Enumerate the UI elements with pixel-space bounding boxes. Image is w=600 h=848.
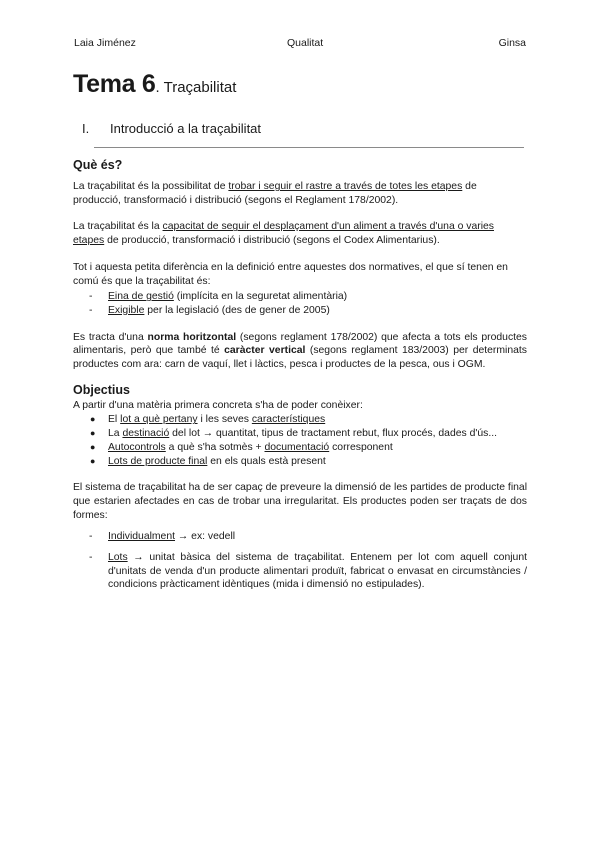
obj-text: corresponent [329,441,393,453]
obj-underline: documentació [264,441,330,453]
header-author: Laia Jiménez [74,37,136,49]
obj-text: El [108,414,121,426]
list-item [73,427,527,441]
bullet-icon: ● [90,428,96,439]
p4-text-c: (segons reglament 178/2002) que afecta a tots els productes alimentaris, però que també té [73,331,528,357]
obj-underline: lot a què pertany [120,414,198,426]
section-number: I. [82,121,90,136]
document-body [73,157,527,592]
paragraph-norma [73,331,527,372]
bullet-icon: ● [90,441,96,452]
header-school: Ginsa [498,37,526,49]
obj-text: en els quals està present [207,455,326,467]
header-subject: Qualitat [287,37,324,49]
obj-underline: característiques [251,414,326,426]
heading-objectius: Objectius [73,382,130,397]
form-text: → unitat bàsica del sistema de traçabilitat. Entenem per lot com aquell conjunt d'unitats de venda d'un producte alimentari produït, fabricat o envasat en circumstàncies / condicions pràcticament idèntiques (mida i dimensió no estipulades). [108,552,527,591]
p2-text-a: La traçabilitat és la [73,221,163,233]
form-underline: Individualment [108,531,176,543]
paragraph-objectius-intro: A partir d'una matèria primera concreta s'ha de poder conèixer: [73,399,363,411]
list-dash: - [89,304,93,316]
list-item [73,413,527,427]
list-item [73,290,527,304]
list-item [73,455,527,469]
bullet-icon: ● [90,414,96,425]
p4-bold-horitzontal: norma horitzontal [147,331,237,343]
obj-text: La [108,428,123,440]
p2-text-b: de producció, transformació i distribució (segons el Codex Alimentarius). [104,235,440,247]
obj-underline: Autocontrols [108,441,166,453]
section-divider [94,147,524,148]
obj-text: del lot → quantitat, tipus de tractament rebut, flux procés, dades d'ús... [169,428,497,440]
p4-text-a: Es tracta d'una [73,331,148,343]
section-label: Introducció a la traçabilitat [110,121,262,136]
dash-list-properties [73,290,527,317]
list-item [73,304,527,318]
paragraph-definition-2 [73,220,527,247]
list-item-text: (implícita en la seguretat alimentària) [173,291,348,303]
obj-text: i les seves [197,414,252,426]
list-item [73,441,527,455]
paragraph-definition-1 [73,180,527,207]
page-title [73,70,236,99]
title-main: Tema 6 [73,70,156,98]
list-item [73,551,527,592]
bullet-list-objectius [73,413,527,468]
p1-underline: trobar i seguir el rastre a través de totes les etapes [228,181,463,192]
list-item-text: per la legislació (des de gener de 2005) [144,304,330,316]
list-item-underline: Exigible [108,304,145,316]
obj-text: a què s'ha sotmès + [165,441,265,453]
title-separator: . [155,79,164,96]
form-underline: Lots [108,552,128,564]
p2-underline: capacitat de seguir el desplaçament d'un aliment a través d'una o varies etapes [73,221,494,247]
section-heading [82,121,261,136]
list-dash: - [89,552,93,564]
p4-bold-vertical: caràcter vertical [224,345,306,357]
paragraph-sistema: El sistema de traçabilitat ha de ser capaç de preveure la dimensió de les partides de producte final que estarien afectades en cas de trobar una irregularitat. Els productes poden ser traçats de dos formes: [73,482,527,521]
paragraph-difference: Tot i aquesta petita diferència en la definició entre aquestes dos normatives, el que sí tenen en comú és que la traçabilitat és: [73,261,508,287]
p1-text-a: La traçabilitat és la possibilitat de [73,181,229,192]
bullet-icon: ● [90,455,96,466]
obj-underline: destinació [122,428,170,440]
heading-que-es: Què és? [73,158,123,172]
title-sub: Traçabilitat [163,79,237,96]
list-dash: - [89,531,93,543]
obj-underline: Lots de producte final [108,455,208,467]
list-item [73,530,527,544]
list-dash: - [89,291,93,303]
dash-list-forms [73,530,527,592]
p4-text-d: (segons reglament 183/2003) per determinats productes com ara: carn de vaquí, llet i làctics, pesca i productes de la pesca, ous i OGM. [73,345,527,371]
p1-text-b: de producció, transformació i distribució (segons el Reglament 178/2002). [73,181,477,206]
list-item-underline: Eina de gestió [108,291,174,303]
form-text: → ex: vedell [175,531,236,543]
